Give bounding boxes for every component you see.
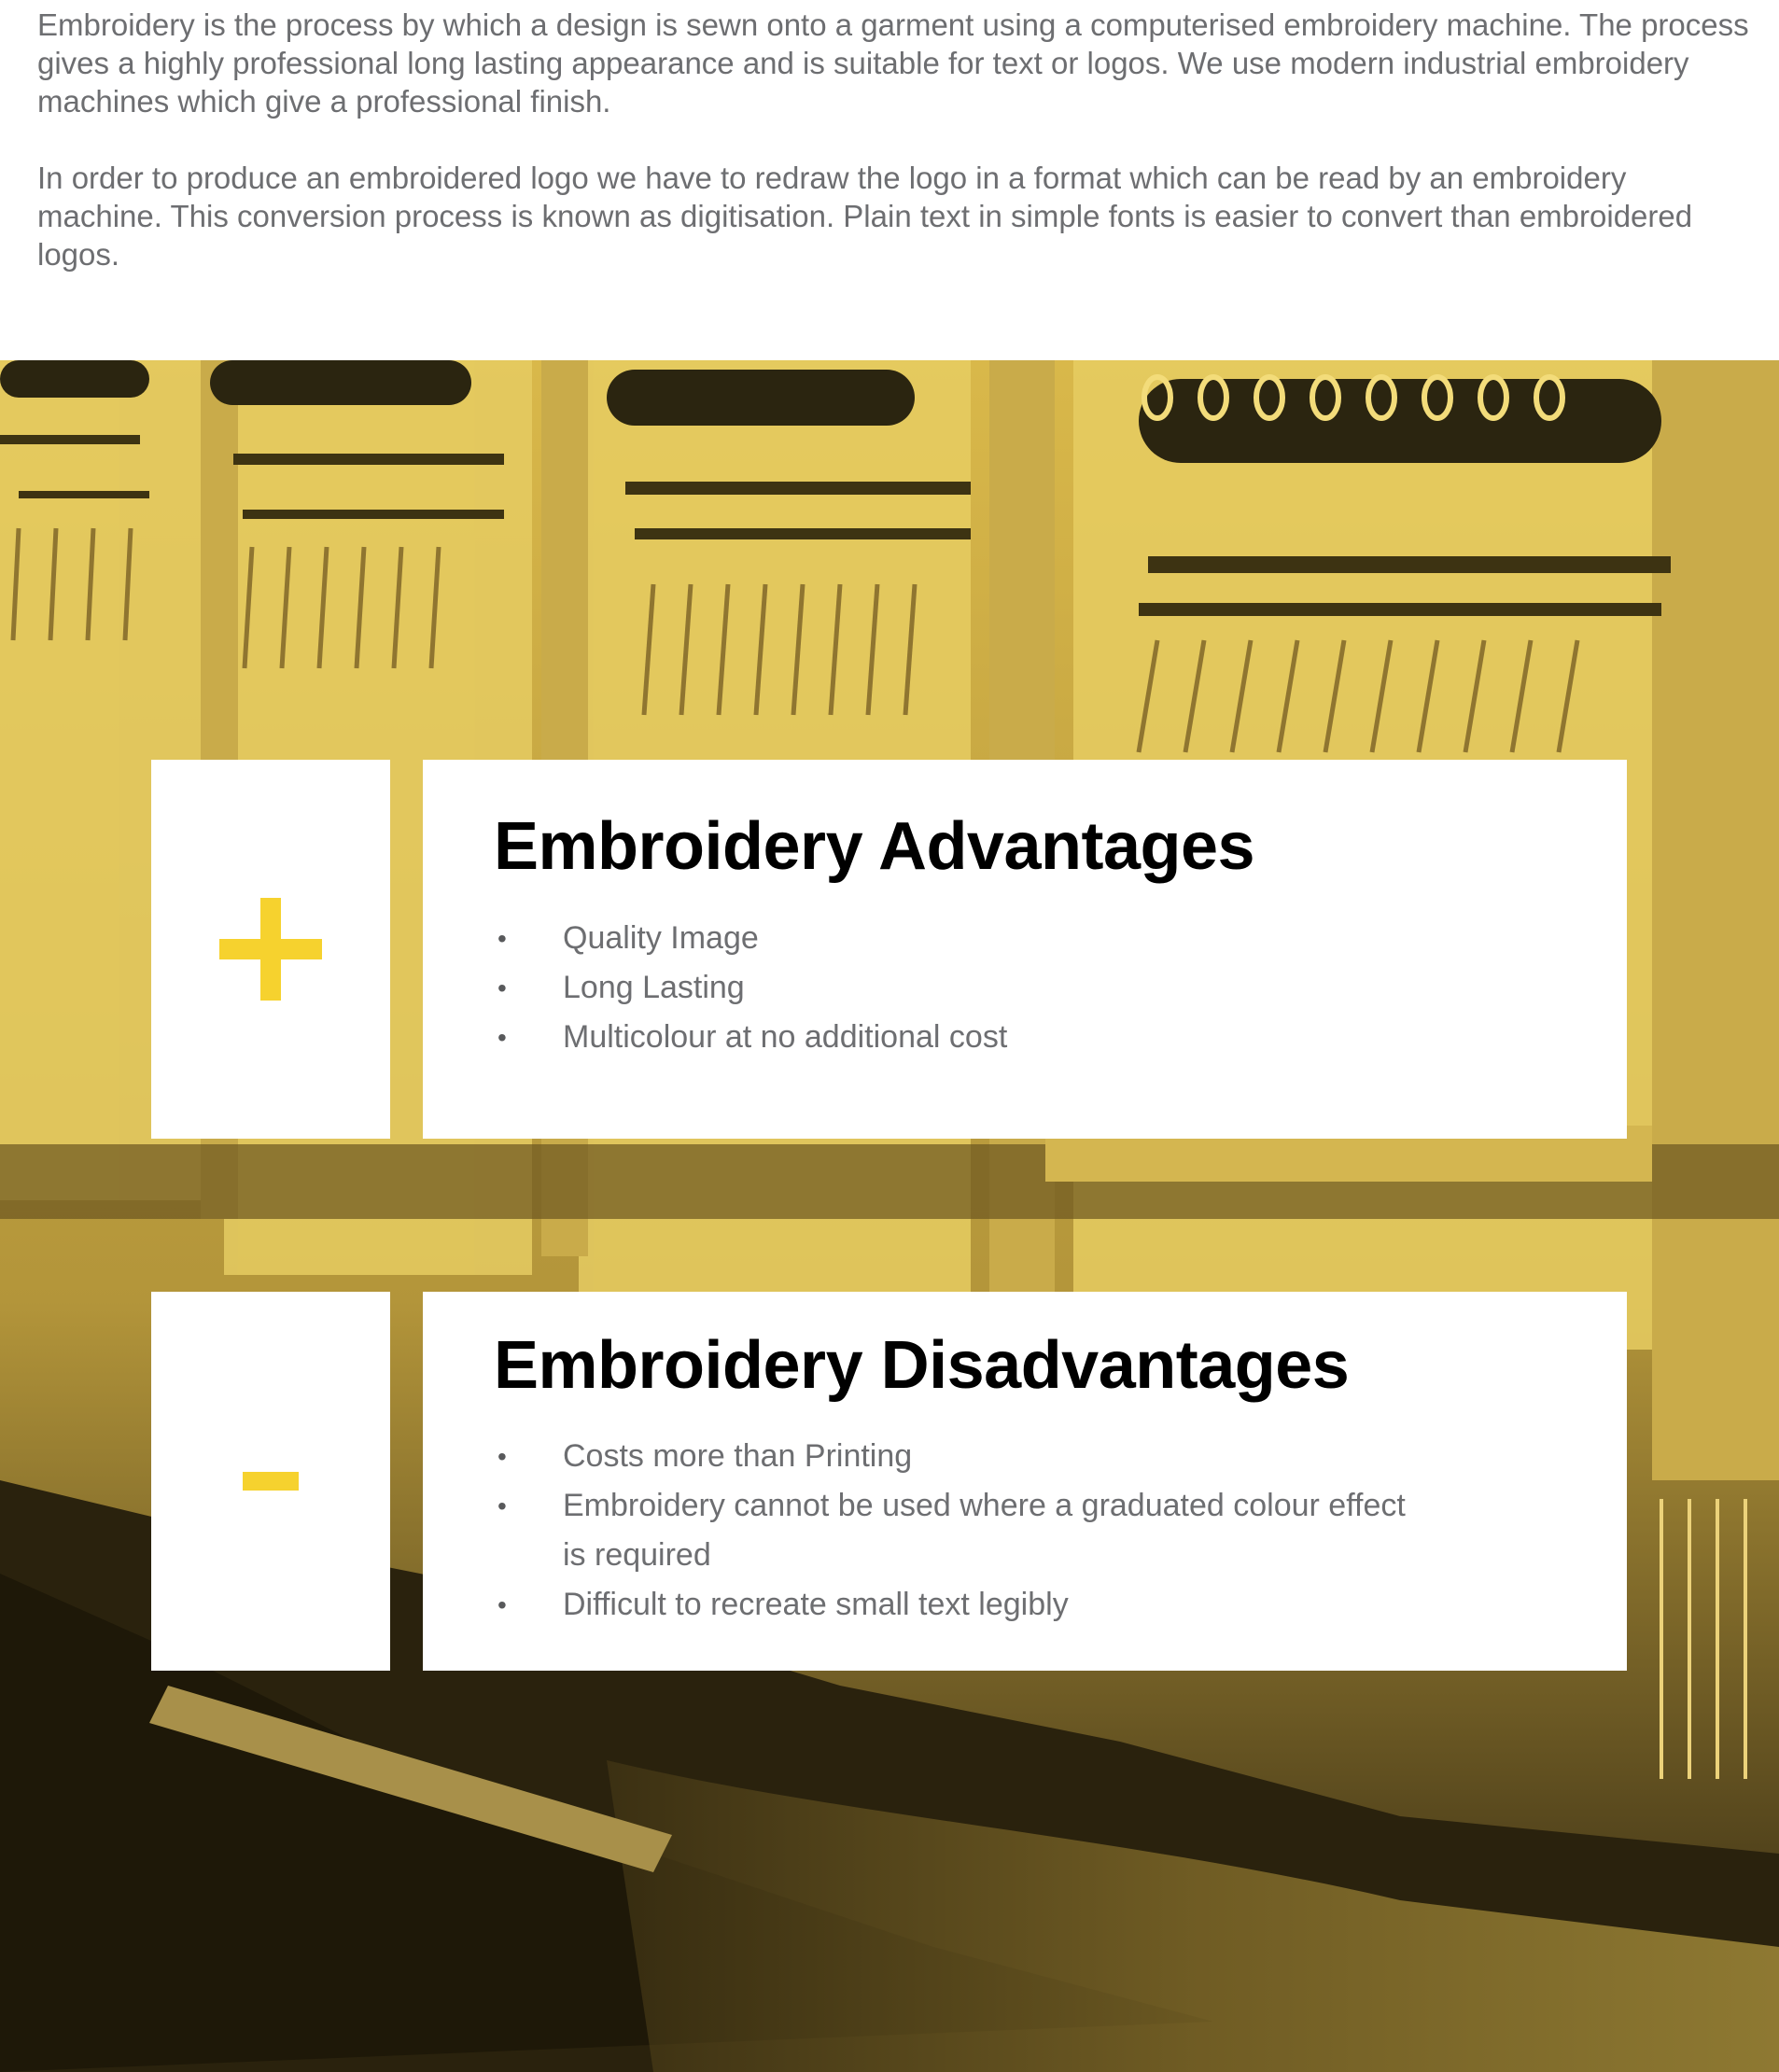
disadvantages-item: • Difficult to recreate small text legibly [497,1580,1431,1630]
advantages-item: • Multicolour at no additional cost [497,1013,1543,1062]
disadvantages-item: • Costs more than Printing [497,1432,1431,1481]
disadvantages-title: Embroidery Disadvantages [494,1328,1350,1403]
disadvantages-list [497,1432,1431,1630]
plus-icon [219,898,322,1001]
bullet-icon: • [497,924,507,953]
advantages-title: Embroidery Advantages [494,809,1255,884]
minus-icon [243,1472,299,1491]
embroidery-machine-photo [0,360,1779,2072]
disadvantages-item: • Embroidery cannot be used where a graduated colour effect is required [497,1481,1431,1580]
advantages-item: • Quality Image [497,914,1543,963]
bullet-icon: • [497,1491,507,1520]
advantages-panel [423,760,1627,1139]
bullet-icon: • [497,1442,507,1471]
intro-paragraph-2: In order to produce an embroidered logo we have to redraw the logo in a format which can be read by an embroidery machine. This conversion process is known as digitisation. Plain text in simple fonts is easier to convert than embroidered logos. [37,161,1693,272]
intro-text [37,6,1755,312]
disadvantages-panel [423,1292,1627,1671]
advantages-sign-box [151,760,390,1139]
bullet-icon: • [497,973,507,1002]
advantages-item: • Long Lasting [497,963,1543,1013]
bullet-icon: • [497,1023,507,1052]
machine-photo-illustration [0,360,1779,2072]
advantages-list [497,914,1543,1062]
disadvantages-sign-box [151,1292,390,1671]
bullet-icon: • [497,1590,507,1619]
intro-paragraph-1: Embroidery is the process by which a design is sewn onto a garment using a computerised embroidery machine. The process gives a highly professional long lasting appearance and is suitable for text or logos. We use modern industrial embroidery machines which give a professional finish. [37,7,1749,119]
